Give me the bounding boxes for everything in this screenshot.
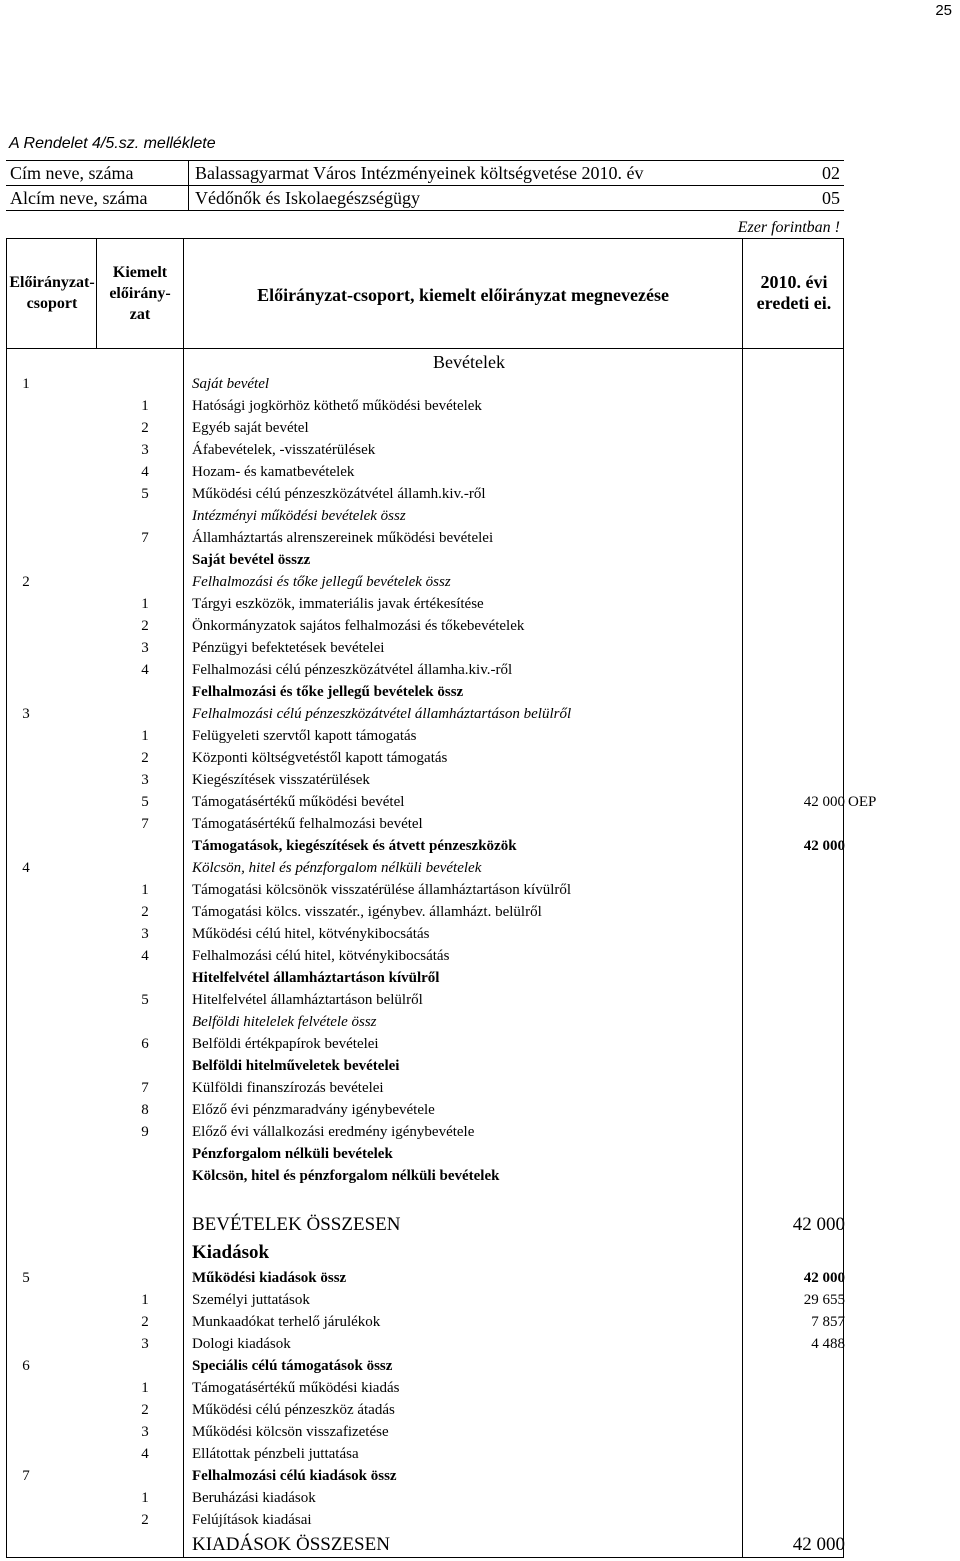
table-row xyxy=(6,747,906,769)
table-row xyxy=(6,1399,906,1421)
table-row xyxy=(6,835,906,857)
row-name: Hatósági jogkörhöz köthető működési bevételek xyxy=(192,398,482,414)
row-amount: 42 000 xyxy=(792,1534,845,1555)
title-row-label: Cím neve, száma xyxy=(10,163,134,183)
row-name: Bevételek xyxy=(433,352,505,372)
table-row xyxy=(6,1443,906,1465)
row-name: Előző évi vállalkozási eredmény igénybevétele xyxy=(192,1124,475,1140)
row-item-code: 2 xyxy=(141,750,149,766)
table-row xyxy=(6,1289,906,1311)
row-name: Felhalmozási célú kiadások össz xyxy=(192,1468,397,1484)
row-name: Belföldi hitelelek felvétele össz xyxy=(192,1014,377,1030)
row-item-code: 1 xyxy=(141,728,149,744)
table-row xyxy=(6,923,906,945)
row-name: Hitelfelvétel államháztartáson kívülről xyxy=(192,970,440,986)
table-row xyxy=(6,637,906,659)
row-name: KIADÁSOK ÖSSZESEN xyxy=(192,1534,390,1555)
table-row xyxy=(6,1033,906,1055)
row-name: Beruházási kiadások xyxy=(192,1490,316,1506)
row-name: Hitelfelvétel államháztartáson belülről xyxy=(192,992,423,1008)
row-group-code: 5 xyxy=(22,1270,30,1286)
subtitle-row xyxy=(6,186,844,211)
row-item-code: 1 xyxy=(141,1490,149,1506)
unit-note: Ezer forintban ! xyxy=(737,219,840,236)
row-name: Felhalmozási célú hitel, kötvénykibocsátás xyxy=(192,948,450,964)
column-header-amount: 2010. évi eredeti ei. xyxy=(756,272,832,313)
table-row xyxy=(6,1011,906,1033)
row-name: Működési kiadások össz xyxy=(192,1270,347,1286)
table-row xyxy=(6,1121,906,1143)
row-item-code: 3 xyxy=(141,442,149,458)
table-row xyxy=(6,1143,906,1165)
table-row xyxy=(6,769,906,791)
row-amount: 42 000 xyxy=(803,838,845,854)
row-name: BEVÉTELEK ÖSSZESEN xyxy=(192,1214,401,1235)
subtitle-row-value: Védőnők és Iskolaegészségügy xyxy=(195,188,420,208)
row-amount: 42 000 xyxy=(803,794,845,810)
table-row xyxy=(6,1311,906,1333)
table-row xyxy=(6,813,906,835)
table-row xyxy=(6,791,906,813)
row-item-code: 2 xyxy=(141,1314,149,1330)
row-name: Intézményi működési bevételek össz xyxy=(192,508,406,524)
row-name: Saját bevétel összz xyxy=(192,552,311,568)
row-amount: 7 857 xyxy=(811,1314,845,1330)
row-item-code: 4 xyxy=(141,662,149,678)
row-name: Kölcsön, hitel és pénzforgalom nélküli bevételek xyxy=(192,860,482,876)
table-row xyxy=(6,1165,906,1187)
table-row xyxy=(6,1267,906,1289)
row-name: Kölcsön, hitel és pénzforgalom nélküli bevételek xyxy=(192,1168,500,1184)
annex-label: A Rendelet 4/5.sz. melléklete xyxy=(9,135,216,152)
table-row xyxy=(6,945,906,967)
row-item-code: 2 xyxy=(141,1512,149,1528)
table-row xyxy=(6,1077,906,1099)
row-note: OEP xyxy=(848,794,877,810)
row-name: Működési kölcsön visszafizetése xyxy=(192,1424,389,1440)
row-item-code: 3 xyxy=(141,926,149,942)
row-name: Személyi juttatások xyxy=(192,1292,310,1308)
row-group-code: 6 xyxy=(22,1358,30,1374)
table-row xyxy=(6,703,906,725)
title-row-code: 02 xyxy=(822,163,840,183)
column-header-group: Előirányzat-csoport xyxy=(9,274,95,312)
table-row xyxy=(6,1465,906,1487)
title-row xyxy=(6,160,844,186)
table-row xyxy=(6,725,906,747)
row-name: Működési célú hitel, kötvénykibocsátás xyxy=(192,926,430,942)
row-name: Előző évi pénzmaradvány igénybevétele xyxy=(192,1102,435,1118)
row-item-code: 2 xyxy=(141,1402,149,1418)
row-name: Hozam- és kamatbevételek xyxy=(192,464,355,480)
row-name: Belföldi hitelműveletek bevételei xyxy=(192,1058,400,1074)
row-item-code: 8 xyxy=(141,1102,149,1118)
row-item-code: 3 xyxy=(141,1336,149,1352)
row-item-code: 3 xyxy=(141,772,149,788)
row-name: Támogatási kölcs. visszatér., igénybev. államházt. belülről xyxy=(192,904,542,920)
row-name: Pénzforgalom nélküli bevételek xyxy=(192,1146,393,1162)
table-row xyxy=(6,417,906,439)
row-name: Felhalmozási célú pénzeszközátvétel államháztartáson belülről xyxy=(192,706,572,722)
title-row-value: Balassagyarmat Város Intézményeinek költségvetése 2010. év xyxy=(195,163,644,183)
row-item-code: 2 xyxy=(141,420,149,436)
row-name: Ellátottak pénzbeli juttatása xyxy=(192,1446,359,1462)
row-name: Felhalmozási célú pénzeszközátvétel államha.kiv.-ről xyxy=(192,662,513,678)
row-item-code: 5 xyxy=(141,992,149,1008)
table-row xyxy=(6,1187,906,1211)
row-name: Egyéb saját bevétel xyxy=(192,420,309,436)
row-name: Pénzügyi befektetések bevételei xyxy=(192,640,385,656)
row-name: Speciális célú támogatások össz xyxy=(192,1358,393,1374)
row-name: Dologi kiadások xyxy=(192,1336,291,1352)
table-row xyxy=(6,351,906,373)
row-name: Támogatások, kiegészítések és átvett pénzeszközök xyxy=(192,838,517,854)
row-name: Tárgyi eszközök, immateriális javak értékesítése xyxy=(192,596,484,612)
table-row xyxy=(6,439,906,461)
row-name: Államháztartás alrenszereinek működési bevételei xyxy=(192,530,494,546)
table-row xyxy=(6,1509,906,1531)
row-amount: 42 000 xyxy=(803,1270,845,1286)
row-item-code: 4 xyxy=(141,1446,149,1462)
row-item-code: 5 xyxy=(141,486,149,502)
column-header-item: Kiemelt előirány-zat xyxy=(109,264,171,323)
row-name: Támogatásértékű felhalmozási bevétel xyxy=(192,816,423,832)
table-row xyxy=(6,1055,906,1077)
table-row xyxy=(6,461,906,483)
row-item-code: 4 xyxy=(141,464,149,480)
table-row xyxy=(6,989,906,1011)
table-row xyxy=(6,901,906,923)
table-row xyxy=(6,505,906,527)
row-item-code: 7 xyxy=(141,1080,149,1096)
row-amount: 4 488 xyxy=(811,1336,845,1352)
row-name: Felújítások kiadásai xyxy=(192,1512,312,1528)
row-amount: 29 655 xyxy=(803,1292,845,1308)
table-row xyxy=(6,593,906,615)
table-row xyxy=(6,571,906,593)
table-row xyxy=(6,549,906,571)
row-name: Belföldi értékpapírok bevételei xyxy=(192,1036,379,1052)
row-item-code: 1 xyxy=(141,398,149,414)
row-item-code: 5 xyxy=(141,794,149,810)
table-row xyxy=(6,1239,906,1267)
table-row xyxy=(6,1333,906,1355)
table-row xyxy=(6,1487,906,1509)
row-name: Kiadások xyxy=(192,1242,270,1263)
row-name: Kiegészítések visszatérülések xyxy=(192,772,370,788)
table-row xyxy=(6,681,906,703)
row-item-code: 2 xyxy=(141,904,149,920)
row-group-code: 1 xyxy=(22,376,30,392)
row-name: Központi költségvetéstől kapott támogatás xyxy=(192,750,448,766)
row-group-code: 4 xyxy=(22,860,30,876)
table-row xyxy=(6,1377,906,1399)
subtitle-row-label: Alcím neve, száma xyxy=(10,188,148,208)
table-row xyxy=(6,1211,906,1239)
row-item-code: 4 xyxy=(141,948,149,964)
row-item-code: 2 xyxy=(141,618,149,634)
page-number: 25 xyxy=(935,2,952,19)
row-name: Működési célú pénzeszköz átadás xyxy=(192,1402,395,1418)
row-item-code: 1 xyxy=(141,1380,149,1396)
table-row xyxy=(6,527,906,549)
table-row xyxy=(6,615,906,637)
row-name: Munkaadókat terhelő járulékok xyxy=(192,1314,381,1330)
row-item-code: 7 xyxy=(141,816,149,832)
row-item-code: 6 xyxy=(141,1036,149,1052)
row-name: Felhalmozási és tőke jellegű bevételek össz xyxy=(192,684,464,700)
table-row xyxy=(6,879,906,901)
column-header-name: Előirányzat-csoport, kiemelt előirányzat megnevezése xyxy=(257,285,669,305)
row-item-code: 1 xyxy=(141,596,149,612)
row-group-code: 3 xyxy=(22,706,30,722)
row-item-code: 9 xyxy=(141,1124,149,1140)
row-name: Önkormányzatok sajátos felhalmozási és tőkebevételek xyxy=(192,618,525,634)
row-name: Felügyeleti szervtől kapott támogatás xyxy=(192,728,417,744)
table-row xyxy=(6,395,906,417)
row-item-code: 7 xyxy=(141,530,149,546)
row-item-code: 3 xyxy=(141,1424,149,1440)
row-name: Felhalmozási és tőke jellegű bevételek össz xyxy=(192,574,451,590)
table-row xyxy=(6,857,906,879)
row-name: Saját bevétel xyxy=(192,376,270,392)
table-row xyxy=(6,373,906,395)
row-name: Támogatási kölcsönök visszatérülése államháztartáson kívülről xyxy=(192,882,572,898)
table-row xyxy=(6,967,906,989)
row-item-code: 1 xyxy=(141,882,149,898)
table-row xyxy=(6,1355,906,1377)
row-name: Külföldi finanszírozás bevételei xyxy=(192,1080,384,1096)
table-row xyxy=(6,1421,906,1443)
row-name: Támogatásértékű működési bevétel xyxy=(192,794,405,810)
row-name: Működési célú pénzeszközátvétel államh.kiv.-ről xyxy=(192,486,486,502)
row-item-code: 1 xyxy=(141,1292,149,1308)
table-row xyxy=(6,1099,906,1121)
row-group-code: 7 xyxy=(22,1468,30,1484)
row-group-code: 2 xyxy=(22,574,30,590)
table-row xyxy=(6,1531,906,1559)
subtitle-row-code: 05 xyxy=(822,188,840,208)
row-amount: 42 000 xyxy=(792,1214,845,1235)
row-name: Támogatásértékű működési kiadás xyxy=(192,1380,400,1396)
table-row xyxy=(6,659,906,681)
table-row xyxy=(6,483,906,505)
row-name: Áfabevételek, -visszatérülések xyxy=(192,442,376,458)
row-item-code: 3 xyxy=(141,640,149,656)
